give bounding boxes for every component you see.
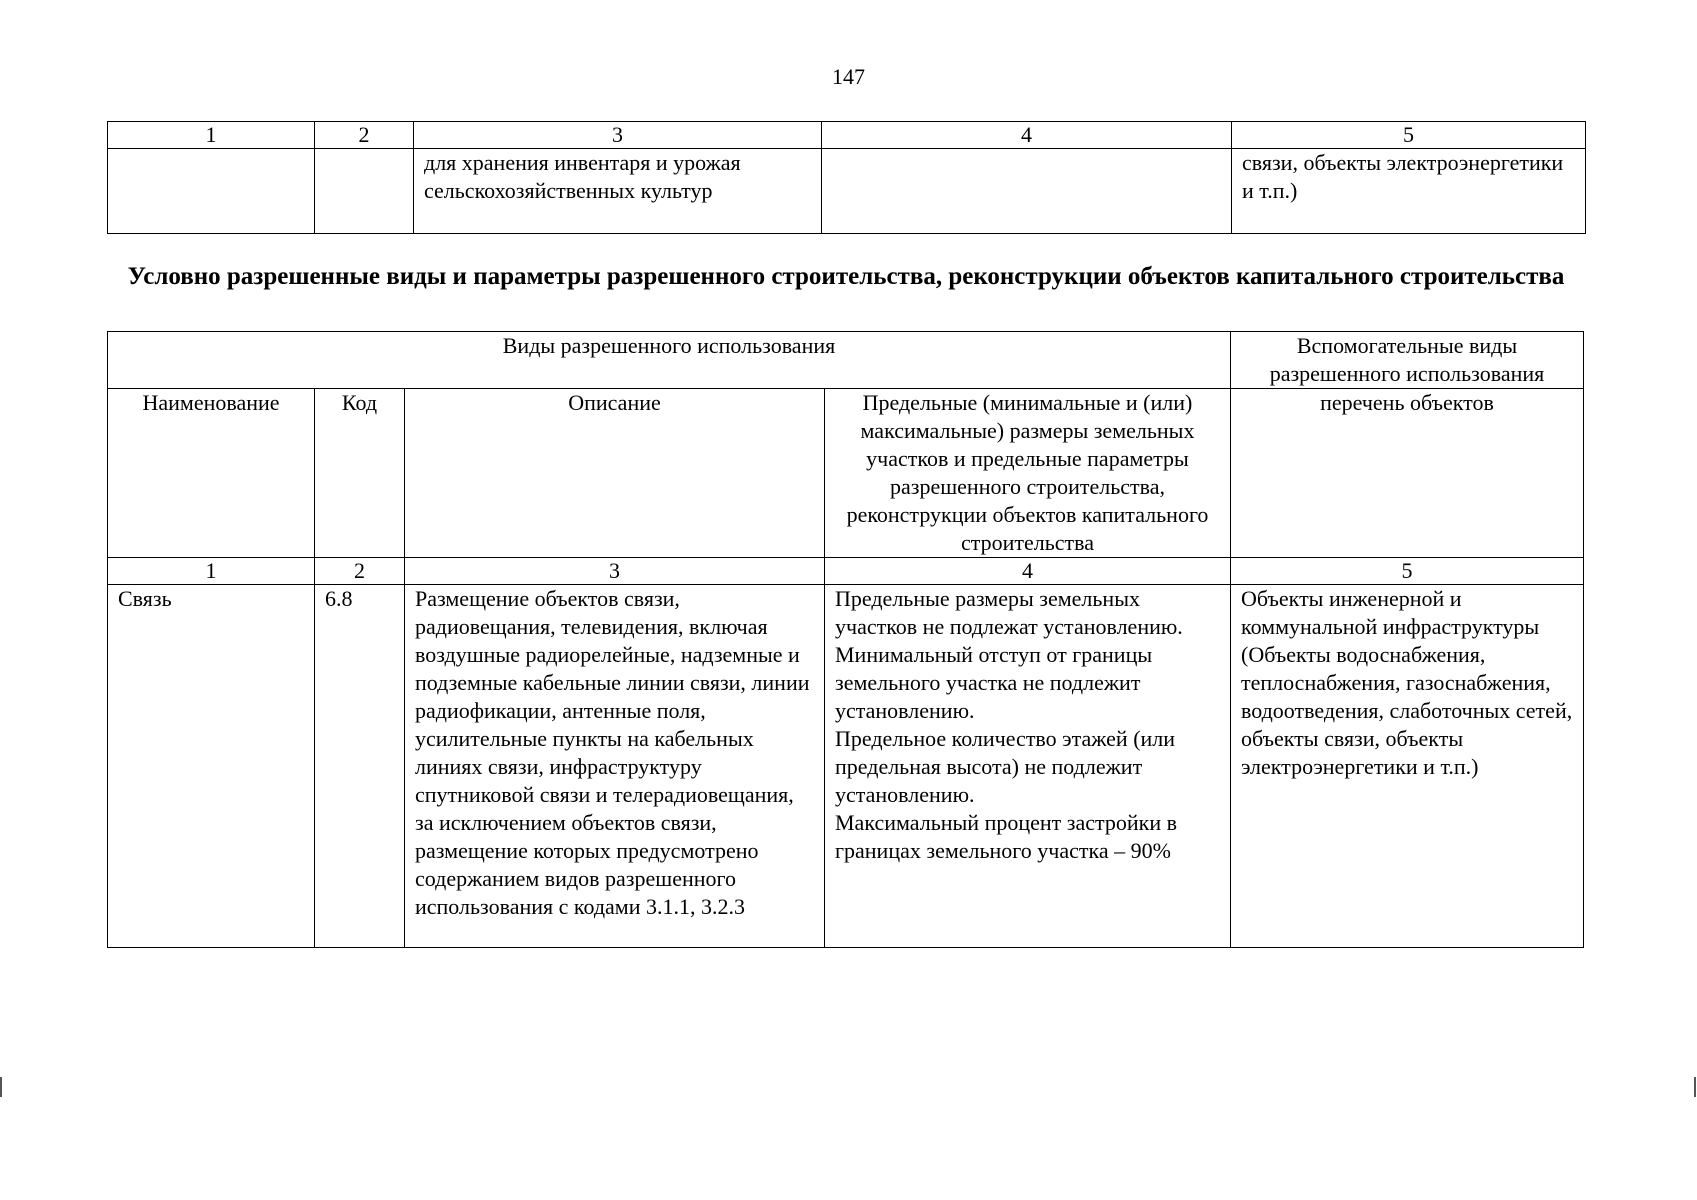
group-header-row [108, 332, 1584, 389]
column-number-cell: 3 [414, 122, 822, 149]
name-cell [108, 149, 315, 234]
column-number-cell: 5 [1232, 122, 1586, 149]
parameter-line: Предельные размеры земельных участков не подлежат установлению. [835, 586, 1183, 639]
parameter-line: Предельное количество этажей (или предельная высота) не подлежит установлению. [835, 726, 1176, 807]
column-number-cell: 4 [825, 558, 1231, 585]
column-number-row [108, 122, 1586, 149]
column-number-cell: 2 [315, 122, 414, 149]
description-cell: для хранения инвентаря и урожая сельскохозяйственных культур [414, 149, 822, 234]
header-name: Наименование [108, 389, 315, 558]
header-description: Описание [405, 389, 825, 558]
column-number-cell: 4 [822, 122, 1232, 149]
name-cell: Связь [108, 585, 315, 948]
code-cell: 6.8 [315, 585, 405, 948]
objects-cell: Объекты инженерной и коммунальной инфраструктуры (Объекты водоснабжения, теплоснабжения, газоснабжения, водоотведения, слаботочных сетей, объекты связи, объекты электроэнергетики и т.п.) [1231, 585, 1584, 948]
parameters-cell [825, 585, 1231, 948]
permitted-use-table [107, 331, 1584, 948]
parameter-line: Минимальный отступ от границы земельного участка не подлежит установлению. [835, 642, 1153, 723]
description-cell: Размещение объектов связи, радиовещания, телевидения, включая воздушные радиорелейные, надземные и подземные кабельные линии связи, линии радиофикации, антенные поля, усилительные пункты на кабельных линиях связи, инфраструктуру спутниковой связи и телерадиовещания, за исключением объектов связи, размещение которых предусмотрено содержанием видов разрешенного использования с кодами 3.1.1, 3.2.3 [405, 585, 825, 948]
auxiliary-cell: связи, объекты электроэнергетики и т.п.) [1232, 149, 1586, 234]
page-number: 147 [832, 64, 865, 89]
header-objects: перечень объектов [1231, 389, 1584, 558]
parameter-line: Максимальный процент застройки в границах земельного участка – 90% [835, 810, 1177, 863]
column-number-cell: 1 [108, 558, 315, 585]
continuation-table [107, 121, 1586, 234]
code-cell [315, 149, 414, 234]
aux-header-cell: Вспомогательные виды разрешенного использования [1231, 332, 1584, 389]
column-number-cell: 3 [405, 558, 825, 585]
parameters-cell [822, 149, 1232, 234]
column-number-row [108, 558, 1584, 585]
scan-margin-mark [1694, 1077, 1696, 1097]
group-header-cell: Виды разрешенного использования [108, 332, 1231, 389]
section-title: Условно разрешенные виды и параметры разрешенного строительства, реконструкции объектов капитального строительства [127, 263, 1565, 290]
header-parameters: Предельные (минимальные и (или) максимальные) размеры земельных участков и предельные параметры разрешенного строительства, реконструкции объектов капитального строительства [825, 389, 1231, 558]
column-number-cell: 1 [108, 122, 315, 149]
column-header-row [108, 389, 1584, 558]
header-code: Код [315, 389, 405, 558]
column-number-cell: 5 [1231, 558, 1584, 585]
table-row [108, 585, 1584, 948]
table-row [108, 149, 1586, 234]
scan-margin-mark [0, 1077, 2, 1097]
column-number-cell: 2 [315, 558, 405, 585]
